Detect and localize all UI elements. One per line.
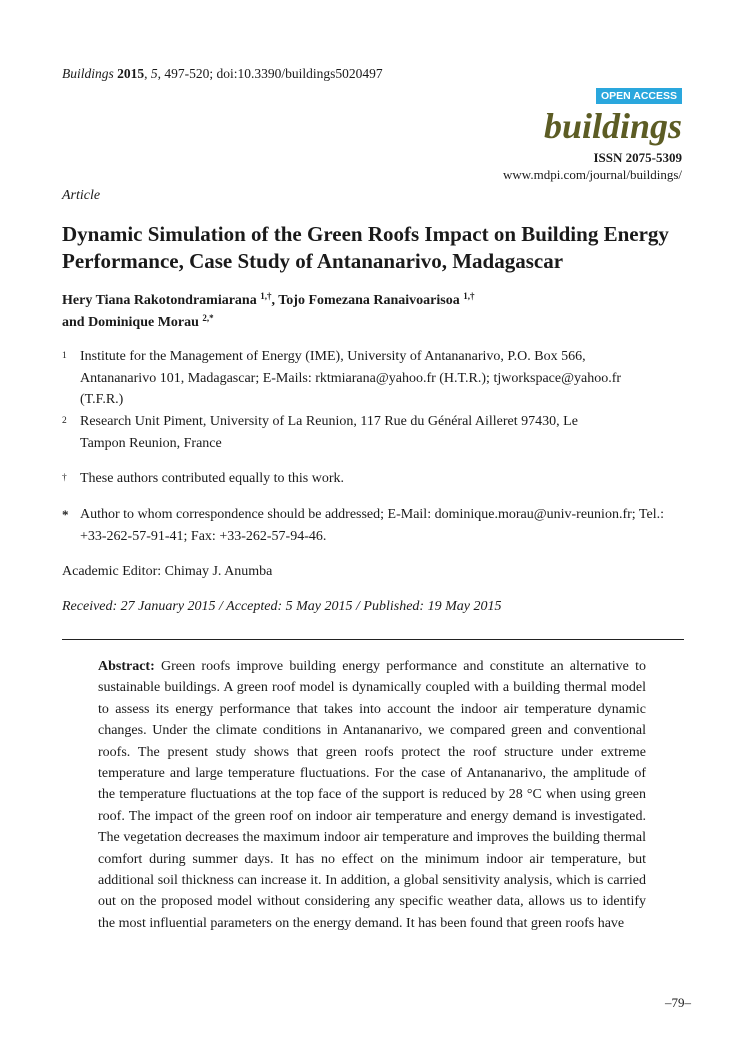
affiliation-2 — [62, 411, 702, 454]
note-mark: † — [62, 473, 67, 483]
equal-contribution-note — [62, 468, 702, 490]
journal-volume: 5 — [150, 66, 158, 81]
abstract — [98, 656, 646, 934]
correspondence-note — [62, 504, 702, 547]
author-list: Hery Tiana Rakotondramiarana $^{1,\dagger}$, Tojo Fomezana Ranaivoarisoa $^{1,\dagger}$ and Dominique Morau $^{2,*}$ — [62, 291, 475, 330]
paper-title: Dynamic Simulation of the Green Roofs Impact on Building Energy Performance, Case Study of Antananarivo, Madagascar — [62, 222, 669, 273]
author-sup: 1,† — [260, 291, 272, 301]
affiliation-text: Research Unit Piment, University of La Reunion, 117 Rue du Général Ailleret 97430, Le Tampon Reunion, France — [80, 414, 578, 451]
author-sup: 2,* — [202, 313, 214, 323]
author-sup: 1,† — [463, 291, 475, 301]
author-name: Tojo Fomezana Ranaivoarisoa — [278, 293, 460, 308]
affiliation-mark: 2 — [62, 416, 67, 426]
publication-dates: Received: 27 January 2015 / Accepted: 5 May 2015 / Published: 19 May 2015 — [62, 599, 502, 614]
academic-editor: Academic Editor: Chimay J. Anumba — [62, 564, 273, 579]
issn: ISSN 2075-5309 — [593, 150, 682, 165]
article-type: Article — [62, 188, 101, 203]
journal-logo: buildings — [543, 106, 682, 146]
affiliation-text: Institute for the Management of Energy (IME), University of Antananarivo, P.O. Box 566, Antananarivo 101, Madagascar; E-Mails: rktmiarana@yahoo.fr (H.T.R.); tjworkspace@yahoo.fr (T.F.R.) — [80, 349, 622, 407]
pages-doi: , 497-520; doi:10.3390/buildings5020497 — [157, 66, 383, 81]
journal-citation: Buildings 2015, 5, 497-520; doi:10.3390/buildings5020497 — [62, 66, 383, 81]
author-name: and Dominique Morau — [62, 315, 199, 330]
journal-name: Buildings — [62, 66, 114, 81]
note-text: Author to whom correspondence should be addressed; E-Mail: dominique.morau@univ-reunion.fr; Tel.: +33-262-57-91-41; Fax: +33-262-57-94-46. — [80, 507, 664, 544]
divider — [62, 639, 684, 640]
journal-year: 2015 — [117, 66, 145, 81]
note-text: These authors contributed equally to this work. — [80, 471, 344, 486]
author-name: Hery Tiana Rakotondramiarana — [62, 293, 257, 308]
open-access-badge: OPEN ACCESS — [596, 88, 682, 104]
abstract-label: Abstract: — [98, 659, 155, 674]
page-number: –79– — [665, 995, 691, 1010]
abstract-text: Green roofs improve building energy performance and constitute an alternative to sustainable buildings. A green roof model is dynamically coupled with a building thermal model to assess its energy performance that takes into account the indoor air temperature dynamic changes. Under the climate conditions in Antananarivo, we compared green and conventional roofs. The present study shows that green roofs protect the roof structure under extreme temperature and large temperature fluctuations. For the case of Antananarivo, the amplitude of the temperature fluctuations at the top face of the support is reduced by 28 °C when using green roof. The impact of the green roof on indoor air temperature and energy demand is investigated. The vegetation decreases the maximum indoor air temperature and improves the building thermal comfort during summer days. It has no effect on the minimum indoor air temperature, but additional soil thickness can increase it. In addition, a global sensitivity analysis, which is carried out on the proposed model without considering any specific weather data, allows us to identify the most influential parameters on the energy demand. It has been found that green roofs have — [98, 659, 646, 931]
affiliation-1 — [62, 346, 702, 411]
note-mark: * — [62, 507, 69, 522]
journal-url[interactable]: www.mdpi.com/journal/buildings/ — [503, 167, 682, 182]
affiliation-mark: 1 — [62, 351, 67, 361]
